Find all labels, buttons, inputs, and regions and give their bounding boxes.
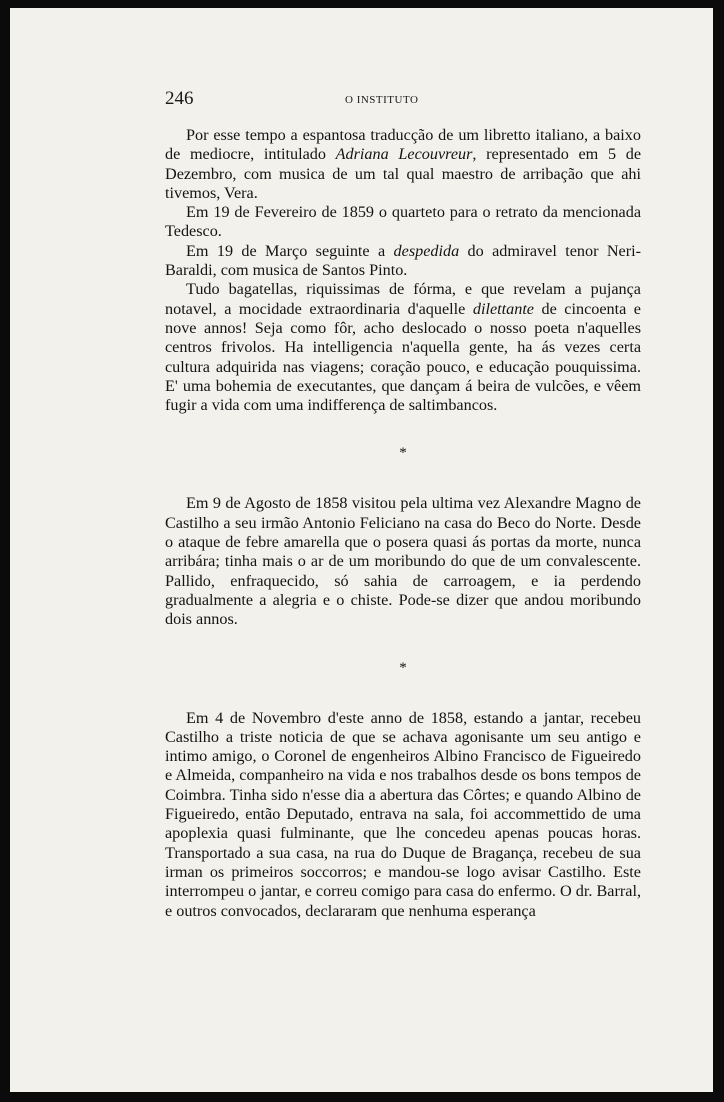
book-page — [10, 8, 713, 1092]
italic-text: dilettante — [472, 299, 534, 318]
text-run: do admiravel tenor Neri-Baraldi, com musica de Santos Pinto. — [165, 241, 641, 280]
text-run: de cincoenta e nove annos! Seja como fôr, acho deslocado o nosso poeta n'aquelles centros frivolos. Ha intelligencia n'aquella gente, ha ás vezes certa cultura adquirida nas viagens; coração pouco, e educação pouquissima. E' uma bohemia de executantes, que dançam á beira de vulcões, e vêem fugir a vida com uma indifferença de saltimbancos. — [165, 299, 641, 415]
italic-text: despedida — [393, 241, 460, 260]
italic-text: Adriana Lecouvreur — [335, 145, 473, 164]
page-body — [165, 126, 641, 921]
text-run: Em 4 de Novembro d'este anno de 1858, estando a jantar, recebeu Castilho a triste noticia de que se achava agonisante um seu antigo e intimo amigo, o Coronel de engenheiros Albino Francisco de Figueiredo e Almeida, companheiro na vida e nos trabalhos desde os bons tempos de Coimbra. Tinha sido n'esse dia a abertura das Côrtes; e quando Albino de Figueiredo, então Deputado, entrava na sala, foi accommettido de uma apoplexia quasi fulminante, que lhe concedeu apenas poucas horas. Transportado a sua casa, na rua do Duque de Bragança, recebeu de sua irman os primeiros soccorros; e mandou-se logo avisar Castilho. Este interrompeu o jantar, e correu comigo para casa do enfermo. O dr. Barral, e outros convocados, declararam que nenhuma esperança — [165, 708, 641, 920]
section-alexandre-visit — [165, 494, 641, 629]
section-opera-works — [165, 126, 641, 415]
paragraph — [165, 494, 641, 629]
text-run: Em 19 de Março seguinte a — [186, 241, 394, 260]
paragraph — [165, 126, 641, 203]
text-run: , representado em 5 de Dezembro, com musica de um tal qual maestro de arribação que ahi tivemos, Vera. — [165, 145, 642, 202]
paragraph — [165, 242, 641, 281]
page-header — [165, 88, 565, 116]
text-run: Em 19 de Fevereiro de 1859 o quarteto para o retrato da mencionada Tedesco. — [165, 203, 641, 241]
text-run: Por esse tempo a espantosa traducção de um libretto italiano, a baixo de mediocre, intitulado — [165, 126, 641, 164]
section-separator-asterisk: * — [399, 445, 407, 462]
paragraph — [165, 709, 641, 921]
page-number: 246 — [165, 88, 194, 109]
section-separator-asterisk: * — [399, 659, 407, 676]
text-run: Em 9 de Agosto de 1858 visitou pela ultima vez Alexandre Magno de Castilho a seu irmão Antonio Feliciano na casa do Beco do Norte. Desde o ataque de febre amarella que o posera quasi ás portas da morte, nunca arribára; tinha mais o ar de um moribundo do que de um convalescente. Pallido, enfraquecido, só sahia de carroagem, e ia perdendo gradualmente a alegria e o chiste. Pode-se dizer que andou moribundo dois annos. — [165, 494, 641, 629]
text-run: Tudo bagatellas, riquissimas de fórma, e que revelam a pujança notavel, a mocidade extraordinaria d'aquelle — [165, 280, 641, 318]
section-albino-figueiredo — [165, 709, 641, 921]
running-title: O INSTITUTO — [345, 94, 419, 106]
paragraph — [165, 280, 641, 415]
paragraph — [165, 203, 641, 242]
